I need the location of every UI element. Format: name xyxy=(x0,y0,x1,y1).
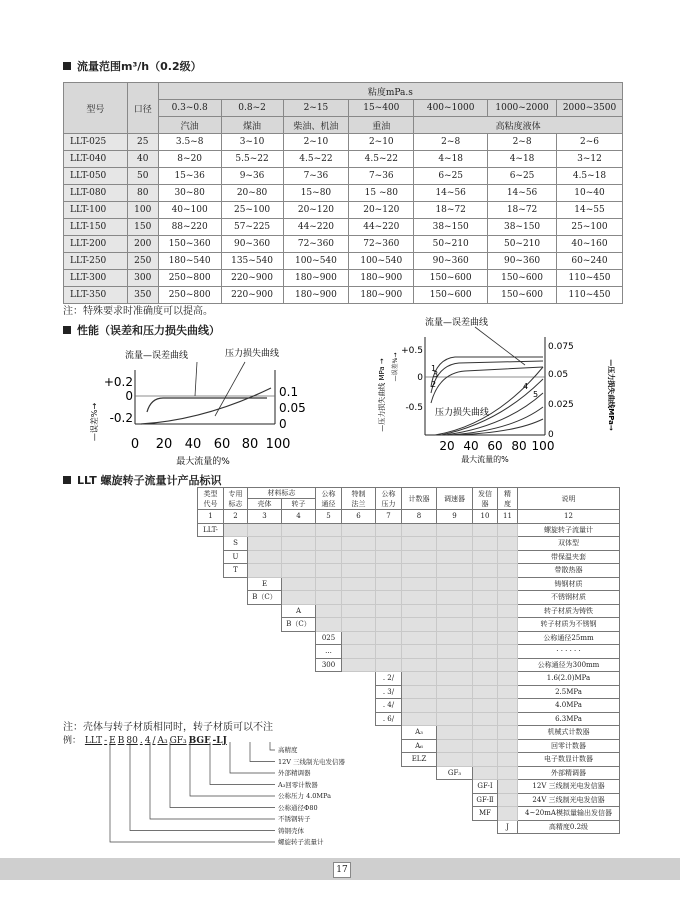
flow-range-cell: 4~18 xyxy=(488,151,557,168)
flow-range-cell: 180~900 xyxy=(283,287,349,304)
flow-range-cell: 250~800 xyxy=(158,270,221,287)
flow-range-cell: 6~25 xyxy=(414,168,488,185)
curve-number: 2 xyxy=(431,380,437,389)
flow-range-cell: 2~10 xyxy=(283,134,349,151)
right-y-tick: 0 xyxy=(417,373,423,383)
column-number: 7 xyxy=(376,510,402,524)
example-part: BGF xyxy=(188,736,211,746)
example-part: . xyxy=(139,736,143,746)
section-title-product-code: LLT 螺旋转子流量计产品标识 xyxy=(63,472,222,488)
model-cell: LLT-025 xyxy=(64,134,128,151)
diameter-cell: 40 xyxy=(127,151,158,168)
code-description: 铸钢材质 xyxy=(518,577,620,591)
example-explanation: A₃回零计数器 xyxy=(278,780,318,789)
code-description: 不锈钢材质 xyxy=(518,591,620,605)
code-cell: ... xyxy=(316,645,342,659)
example-explanation: 外部精调器 xyxy=(278,769,311,777)
code-description: · · · · · · xyxy=(518,645,620,659)
code-row xyxy=(198,577,620,591)
left-x-tick: 80 xyxy=(241,437,259,452)
left-y-tick: 0 xyxy=(125,389,133,403)
flow-table-body xyxy=(64,134,623,304)
code-description: 回零计数器 xyxy=(518,739,620,753)
flow-range-cell: 3~10 xyxy=(221,134,283,151)
model-cell: LLT-040 xyxy=(64,151,128,168)
flow-table-note: 注：特殊要求时准确度可以提高。 xyxy=(63,306,213,317)
flow-range-cell: 14~56 xyxy=(488,185,557,202)
flow-range-cell: 135~540 xyxy=(221,253,283,270)
page-number: 17 xyxy=(333,862,351,878)
left-pressure-curve xyxy=(141,388,271,424)
flow-range-cell: 44~220 xyxy=(349,219,414,236)
example-part: 4 xyxy=(144,736,151,746)
right-error-curve-label: 流量—误差曲线 xyxy=(425,318,489,328)
bullet-square-icon xyxy=(63,62,71,70)
flow-range-cell: 20~120 xyxy=(283,202,349,219)
flow-range-cell: 8~20 xyxy=(158,151,221,168)
flow-range-cell: 14~55 xyxy=(557,202,623,219)
example-part: LLT xyxy=(84,736,103,746)
header-nominal-diameter: 公称 通径 xyxy=(316,488,342,510)
code-cell: GF-Ⅰ xyxy=(473,780,498,794)
flow-range-cell: 220~900 xyxy=(221,287,283,304)
left-y2-tick: 0 xyxy=(279,417,287,431)
curve-number: 3 xyxy=(433,370,439,379)
right-y-axis-label-right: —压力损失曲线MPa→ xyxy=(607,359,615,431)
visc-range: 2000~3500 xyxy=(557,100,623,117)
column-number: 11 xyxy=(498,510,518,524)
example-leader xyxy=(250,742,275,762)
code-row xyxy=(198,685,620,699)
flow-range-cell: 38~150 xyxy=(414,219,488,236)
example-leader xyxy=(230,742,275,773)
example-explanation: 公称通径Φ80 xyxy=(278,803,318,812)
header-accuracy: 精 度 xyxy=(498,488,518,510)
code-cell: MF xyxy=(473,807,498,821)
code-description: 1.6(2.0)MPa xyxy=(518,672,620,686)
right-y2-tick: 0 xyxy=(548,430,554,440)
flow-range-cell: 4.5~22 xyxy=(283,151,349,168)
example-part: B xyxy=(117,736,125,746)
diameter-cell: 200 xyxy=(127,236,158,253)
flow-range-cell: 15~36 xyxy=(158,168,221,185)
code-description: 带散热器 xyxy=(518,564,620,578)
code-cell: S xyxy=(224,537,248,551)
flow-range-cell: 3~12 xyxy=(557,151,623,168)
diameter-cell: 80 xyxy=(127,185,158,202)
flow-range-cell: 72~360 xyxy=(349,236,414,253)
example-explanation: 高精度 xyxy=(278,746,298,754)
code-description: 2.5MPa xyxy=(518,685,620,699)
header-special-flange: 特制 法兰 xyxy=(342,488,376,510)
flow-range-cell: 4~18 xyxy=(414,151,488,168)
curve-number: 1 xyxy=(431,364,437,373)
flow-range-cell: 180~540 xyxy=(158,253,221,270)
diameter-cell: 100 xyxy=(127,202,158,219)
header-description: 说明 xyxy=(518,488,620,510)
code-row xyxy=(198,631,620,645)
flow-range-cell: 25~100 xyxy=(557,219,623,236)
diameter-cell: 250 xyxy=(127,253,158,270)
code-cell: J xyxy=(498,820,518,834)
column-number: 4 xyxy=(282,510,316,524)
table-row xyxy=(64,287,623,304)
left-y-tick: -0.2 xyxy=(109,411,133,425)
code-description: 带保温夹套 xyxy=(518,550,620,564)
flow-range-cell: 2~8 xyxy=(414,134,488,151)
column-number: 12 xyxy=(518,510,620,524)
flow-range-cell: 180~900 xyxy=(283,270,349,287)
code-description: 24V 三线制光电发信器 xyxy=(518,793,620,807)
code-cell: A xyxy=(282,604,316,618)
code-cell: ELZ xyxy=(402,753,437,767)
flow-range-cell: 2~10 xyxy=(349,134,414,151)
code-row xyxy=(198,564,620,578)
column-number: 6 xyxy=(342,510,376,524)
left-x-tick: 60 xyxy=(213,437,231,452)
left-y2-tick: 0.05 xyxy=(279,401,306,415)
diameter-cell: 300 xyxy=(127,270,158,287)
left-x-tick: 0 xyxy=(130,437,140,452)
code-cell: B（C） xyxy=(282,618,316,632)
flow-range-cell: 38~150 xyxy=(488,219,557,236)
model-cell: LLT-150 xyxy=(64,219,128,236)
right-error-leader xyxy=(475,327,525,365)
fluid-name: 汽油 xyxy=(158,117,221,134)
flow-range-cell: 100~540 xyxy=(283,253,349,270)
header-model: 型号 xyxy=(64,83,128,134)
table-row xyxy=(64,236,623,253)
flow-range-cell: 15~80 xyxy=(283,185,349,202)
left-x-tick: 20 xyxy=(155,437,173,452)
header-material: 材料标志 壳体 转子 xyxy=(248,488,316,510)
right-y2-tick: 0.025 xyxy=(548,400,574,410)
code-cell: . 3/ xyxy=(376,685,402,699)
flow-range-cell: 14~56 xyxy=(414,185,488,202)
example-leader xyxy=(190,742,275,796)
table-row xyxy=(64,202,623,219)
model-cell: LLT-100 xyxy=(64,202,128,219)
header-diameter: 口径 xyxy=(127,83,158,134)
model-cell: LLT-050 xyxy=(64,168,128,185)
code-cell: B（C） xyxy=(248,591,282,605)
left-performance-chart xyxy=(85,340,315,470)
flow-range-cell: 250~800 xyxy=(158,287,221,304)
flow-range-cell: 20~120 xyxy=(349,202,414,219)
right-x-tick: 100 xyxy=(531,439,555,453)
code-description: 公称通径为300mm xyxy=(518,658,620,672)
example-note: 注：壳体与转子材质相同时，转子材质可以不注 xyxy=(63,722,273,733)
code-cell: 300 xyxy=(316,658,342,672)
code-description: 4.0MPa xyxy=(518,699,620,713)
code-row xyxy=(198,672,620,686)
flow-range-cell: 100~540 xyxy=(349,253,414,270)
table-row xyxy=(64,168,623,185)
code-cell: 025 xyxy=(316,631,342,645)
visc-range: 1000~2000 xyxy=(488,100,557,117)
curve-number: 4 xyxy=(523,382,529,391)
bullet-square-icon xyxy=(63,476,71,484)
flow-range-cell: 150~600 xyxy=(488,270,557,287)
code-row xyxy=(198,591,620,605)
left-error-leader xyxy=(195,362,197,396)
column-number: 2 xyxy=(224,510,248,524)
flow-range-cell: 3.5~8 xyxy=(158,134,221,151)
code-description: 转子材质为不锈钢 xyxy=(518,618,620,632)
flow-range-cell: 2~6 xyxy=(557,134,623,151)
code-cell: . 4/ xyxy=(376,699,402,713)
left-error-curve xyxy=(147,398,267,412)
right-y-axis-label-inner: —误差%→ xyxy=(392,352,399,382)
table-row xyxy=(64,151,623,168)
code-description: 公称通径25mm xyxy=(518,631,620,645)
header-special: 专用 标志 xyxy=(224,488,248,510)
flow-range-cell: 5.5~22 xyxy=(221,151,283,168)
column-number: 9 xyxy=(437,510,473,524)
code-row xyxy=(198,537,620,551)
example-part: GF₃ xyxy=(169,736,187,746)
example-leader xyxy=(130,742,275,831)
flow-range-cell: 60~240 xyxy=(557,253,623,270)
flow-range-cell: 4.5~22 xyxy=(349,151,414,168)
flow-range-cell: 9~36 xyxy=(221,168,283,185)
curve-number: 5 xyxy=(533,390,539,399)
example-part: -LJ xyxy=(212,736,227,746)
diameter-cell: 350 xyxy=(127,287,158,304)
model-cell: LLT-200 xyxy=(64,236,128,253)
example-part: - xyxy=(104,736,108,746)
flow-range-cell: 180~900 xyxy=(349,270,414,287)
header-type: 类型 代号 xyxy=(198,488,224,510)
example-part: 80 xyxy=(126,736,138,746)
column-number: 10 xyxy=(473,510,498,524)
flow-range-cell: 110~450 xyxy=(557,287,623,304)
right-y2-tick: 0.075 xyxy=(548,342,574,352)
left-y2-tick: 0.1 xyxy=(279,385,299,399)
code-row xyxy=(198,618,620,632)
diameter-cell: 25 xyxy=(127,134,158,151)
header-viscosity: 粘度mPa.s xyxy=(158,83,622,100)
header-regulator: 调速器 xyxy=(437,488,473,510)
left-x-axis-label: 最大流量的% xyxy=(176,457,230,467)
example-part: A₃ xyxy=(157,736,168,746)
header-nominal-pressure: 公称 压力 xyxy=(376,488,402,510)
right-pressure-curve-label: 压力损失曲线 xyxy=(435,408,490,418)
flow-range-cell: 7~36 xyxy=(283,168,349,185)
code-cell: . 2/ xyxy=(376,672,402,686)
code-row xyxy=(198,604,620,618)
right-x-tick: 40 xyxy=(463,439,479,453)
flow-range-table xyxy=(63,82,623,304)
diameter-cell: 150 xyxy=(127,219,158,236)
model-cell: LLT-250 xyxy=(64,253,128,270)
left-y-tick: +0.2 xyxy=(103,375,133,389)
model-cell: LLT-350 xyxy=(64,287,128,304)
right-y-tick: -0.5 xyxy=(405,403,423,413)
flow-range-cell: 90~360 xyxy=(221,236,283,253)
left-x-tick: 40 xyxy=(184,437,202,452)
flow-range-cell: 220~900 xyxy=(221,270,283,287)
example-explanation: 铸钢壳体 xyxy=(278,826,304,835)
right-y-axis-label-left: —压力损失曲线 MPa → xyxy=(378,358,386,432)
flow-range-cell: 18~72 xyxy=(488,202,557,219)
flow-range-cell: 110~450 xyxy=(557,270,623,287)
example-part: / xyxy=(152,736,156,746)
flow-range-cell: 44~220 xyxy=(283,219,349,236)
code-description: 机械式计数器 xyxy=(518,726,620,740)
bullet-square-icon xyxy=(63,326,71,334)
flow-range-cell: 150~600 xyxy=(414,287,488,304)
example-leader xyxy=(170,742,275,808)
flow-range-cell: 25~100 xyxy=(221,202,283,219)
code-cell: E xyxy=(248,577,282,591)
code-cell: LLT- xyxy=(198,523,224,537)
model-cell: LLT-080 xyxy=(64,185,128,202)
left-error-curve-label: 流量—误差曲线 xyxy=(125,351,189,361)
column-number: 1 xyxy=(198,510,224,524)
example-explanation: 螺旋转子流量计 xyxy=(278,838,324,846)
code-cell: . 6/ xyxy=(376,712,402,726)
code-cell: T xyxy=(224,564,248,578)
flow-range-cell: 90~360 xyxy=(488,253,557,270)
code-row xyxy=(198,699,620,713)
example-leader xyxy=(210,742,275,785)
model-cell: LLT-300 xyxy=(64,270,128,287)
flow-range-cell: 50~210 xyxy=(488,236,557,253)
column-number: 8 xyxy=(402,510,437,524)
fluid-name: 重油 xyxy=(349,117,414,134)
flow-range-cell: 150~360 xyxy=(158,236,221,253)
table-row xyxy=(64,134,623,151)
flow-range-cell: 40~100 xyxy=(158,202,221,219)
right-x-axis-label: 最大流量的% xyxy=(461,455,509,464)
example-explanation: 不锈钢转子 xyxy=(278,815,311,823)
flow-range-cell: 18~72 xyxy=(414,202,488,219)
left-pressure-curve-label: 压力损失曲线 xyxy=(225,349,280,359)
code-cell: U xyxy=(224,550,248,564)
visc-range: 15~400 xyxy=(349,100,414,117)
table-row xyxy=(64,270,623,287)
code-row xyxy=(198,645,620,659)
example-leader xyxy=(270,742,275,750)
flow-range-cell: 2~8 xyxy=(488,134,557,151)
visc-range: 0.8~2 xyxy=(221,100,283,117)
right-x-tick: 20 xyxy=(439,439,455,453)
flow-range-cell: 7~36 xyxy=(349,168,414,185)
code-description: 转子材质为铸铁 xyxy=(518,604,620,618)
table-row xyxy=(64,185,623,202)
flow-range-cell: 4.5~18 xyxy=(557,168,623,185)
example-explanation: 公称压力 4.0MPa xyxy=(278,792,332,800)
visc-range: 2~15 xyxy=(283,100,349,117)
flow-range-cell: 40~160 xyxy=(557,236,623,253)
table-row xyxy=(64,219,623,236)
code-description: 电子数显计数器 xyxy=(518,753,620,767)
code-cell: GF-Ⅱ xyxy=(473,793,498,807)
visc-range: 0.3~0.8 xyxy=(158,100,221,117)
example-part: E xyxy=(109,736,116,746)
fluid-name: 柴油、机油 xyxy=(283,117,349,134)
flow-range-cell: 150~600 xyxy=(414,270,488,287)
code-cell: A₆ xyxy=(402,739,437,753)
code-description: 12V 三线制光电发信器 xyxy=(518,780,620,794)
right-y-tick: +0.5 xyxy=(401,346,423,356)
right-x-tick: 80 xyxy=(511,439,527,453)
flow-range-cell: 150~600 xyxy=(488,287,557,304)
flow-range-cell: 88~220 xyxy=(158,219,221,236)
flow-range-cell: 72~360 xyxy=(283,236,349,253)
flow-range-cell: 50~210 xyxy=(414,236,488,253)
flow-range-cell: 15 ~80 xyxy=(349,185,414,202)
flow-range-cell: 20~80 xyxy=(221,185,283,202)
code-description: 6.3MPa xyxy=(518,712,620,726)
header-transmitter: 发信 器 xyxy=(473,488,498,510)
code-row xyxy=(198,523,620,537)
flow-range-cell: 57~225 xyxy=(221,219,283,236)
visc-range: 400~1000 xyxy=(414,100,488,117)
left-x-tick: 100 xyxy=(265,437,291,452)
code-row xyxy=(198,550,620,564)
section-title-flow-range: 流量范围m³/h（0.2级） xyxy=(63,58,202,74)
code-cell: GF₃ xyxy=(437,766,473,780)
example-label: 例： xyxy=(63,736,82,746)
header-counter: 计数器 xyxy=(402,488,437,510)
flow-range-cell: 10~40 xyxy=(557,185,623,202)
fluid-name: 煤油 xyxy=(221,117,283,134)
right-performance-chart xyxy=(375,315,625,465)
right-y2-tick: 0.05 xyxy=(548,370,569,380)
code-description: 外部精调器 xyxy=(518,766,620,780)
column-number: 5 xyxy=(316,510,342,524)
table-row xyxy=(64,253,623,270)
code-description: 高精度0.2级 xyxy=(518,820,620,834)
code-description: 双体型 xyxy=(518,537,620,551)
code-description: 螺旋转子流量计 xyxy=(518,523,620,537)
diameter-cell: 50 xyxy=(127,168,158,185)
column-number: 3 xyxy=(248,510,282,524)
flow-range-cell: 6~25 xyxy=(488,168,557,185)
flow-range-cell: 180~900 xyxy=(349,287,414,304)
code-row xyxy=(198,658,620,672)
code-cell: A₃ xyxy=(402,726,437,740)
left-y-axis-label: —误差%→ xyxy=(90,402,99,442)
right-x-tick: 60 xyxy=(487,439,503,453)
fluid-name: 高粘度液体 xyxy=(414,117,623,134)
example-explanation: 12V 三线制光电发信器 xyxy=(278,757,346,766)
section-title-performance: 性能（误差和压力损失曲线） xyxy=(63,322,220,338)
flow-range-cell: 30~80 xyxy=(158,185,221,202)
left-pressure-leader xyxy=(215,362,245,416)
flow-range-cell: 90~360 xyxy=(414,253,488,270)
code-description: 4~20mA模拟量输出发信器 xyxy=(518,807,620,821)
